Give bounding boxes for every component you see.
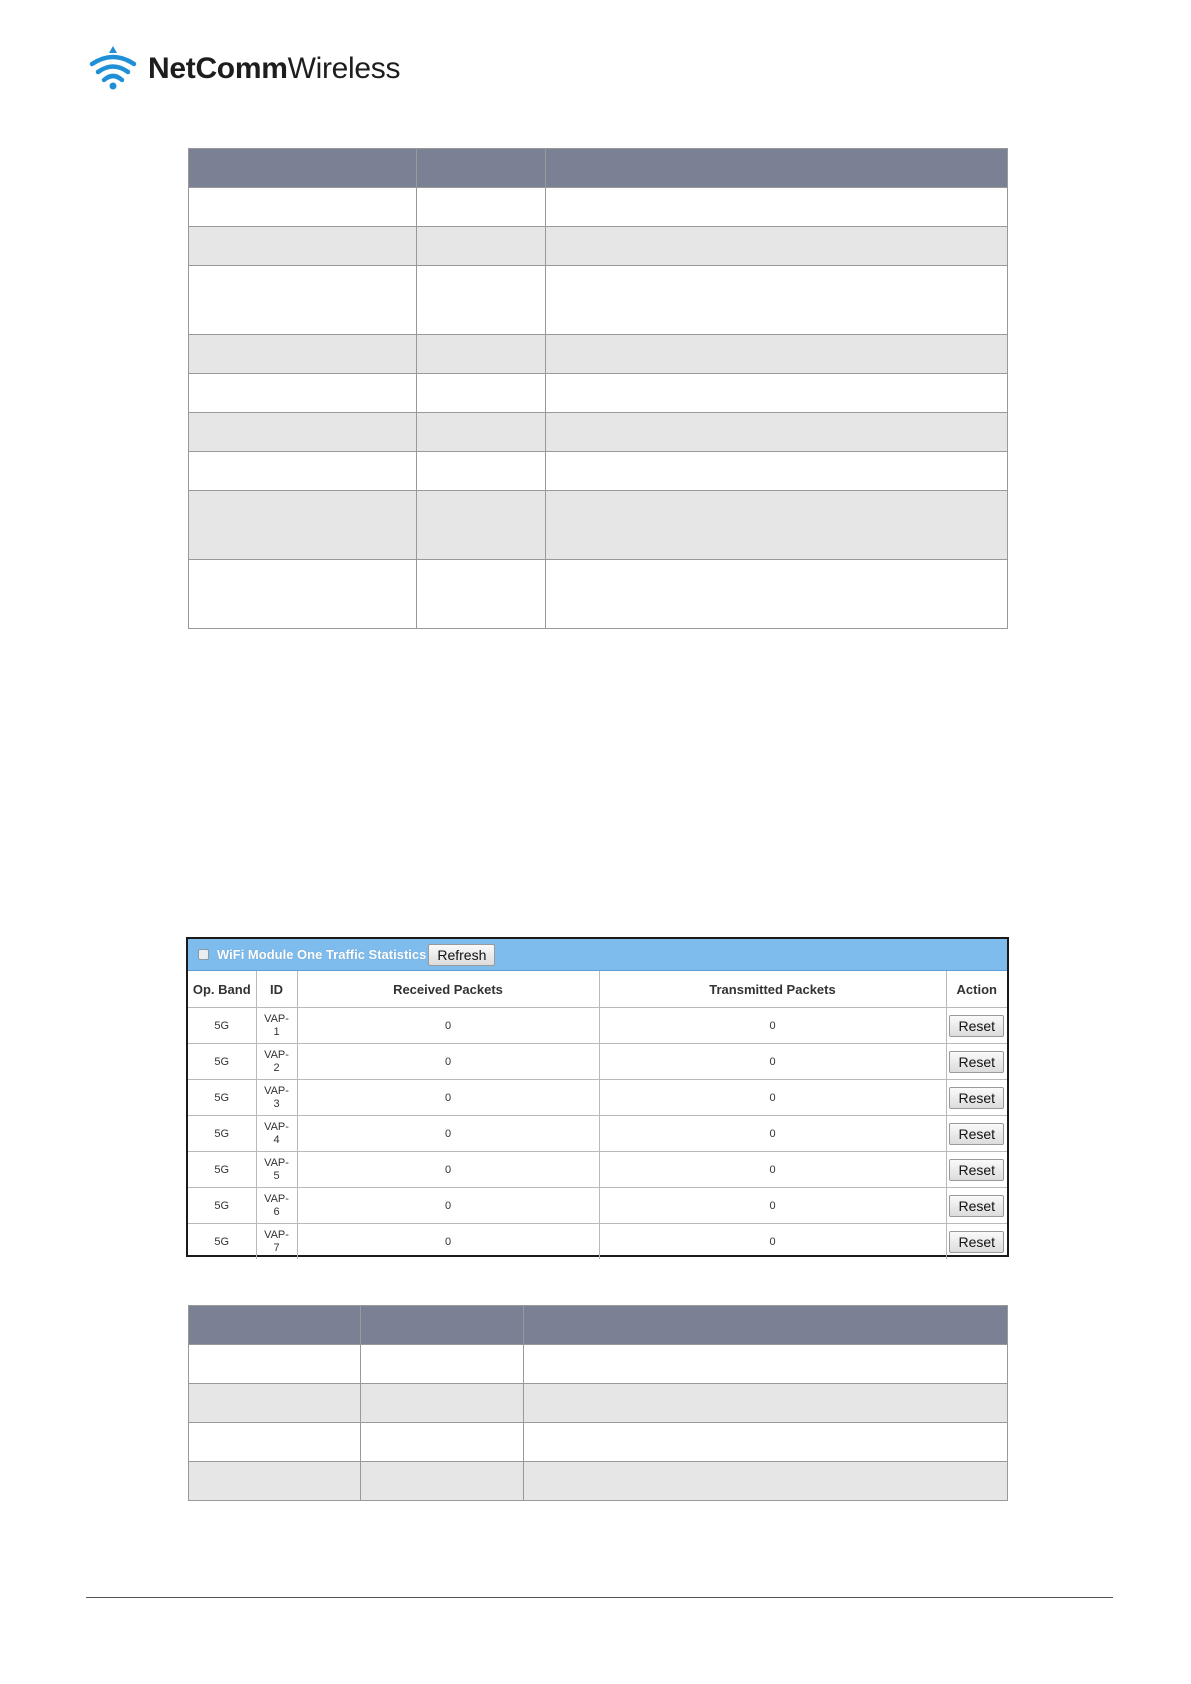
vap-id-cell: VAP- 7 <box>256 1224 297 1260</box>
table-row <box>189 1345 1008 1384</box>
vap-id-cell: VAP- 2 <box>256 1044 297 1080</box>
transmitted-packets-cell: 0 <box>599 1188 946 1224</box>
reset-button[interactable]: Reset <box>949 1159 1004 1181</box>
received-packets-cell: 0 <box>297 1044 599 1080</box>
received-packets-cell: 0 <box>297 1080 599 1116</box>
vap-id-cell: VAP- 3 <box>256 1080 297 1116</box>
action-cell <box>946 1152 1007 1188</box>
table-row <box>189 188 1008 227</box>
table-row <box>189 560 1008 629</box>
received-packets-cell: 0 <box>297 1224 599 1260</box>
table-row <box>189 374 1008 413</box>
table-header-row <box>189 1306 1008 1345</box>
table-row <box>189 335 1008 374</box>
footer-divider <box>86 1597 1113 1598</box>
action-cell <box>946 1080 1007 1116</box>
vap-id-cell: VAP- 5 <box>256 1152 297 1188</box>
traffic-header-row <box>188 971 1007 1008</box>
table-row <box>189 413 1008 452</box>
transmitted-packets-cell: 0 <box>599 1044 946 1080</box>
netcomm-logo <box>88 44 400 94</box>
column-action: Action <box>946 971 1007 1008</box>
column-received-packets: Received Packets <box>297 971 599 1008</box>
settings-table-top <box>188 148 1008 629</box>
collapse-icon[interactable] <box>198 949 209 960</box>
table-row <box>189 1423 1008 1462</box>
action-cell <box>946 1188 1007 1224</box>
op-band-cell: 5G <box>188 1116 256 1152</box>
reset-button[interactable]: Reset <box>949 1087 1004 1109</box>
traffic-statistics-panel <box>186 937 1009 1257</box>
op-band-cell: 5G <box>188 1152 256 1188</box>
refresh-button[interactable]: Refresh <box>428 944 495 966</box>
traffic-statistics-header <box>188 939 1007 971</box>
vap-id-cell: VAP- 6 <box>256 1188 297 1224</box>
transmitted-packets-cell: 0 <box>599 1152 946 1188</box>
traffic-statistics-table <box>188 971 1007 1259</box>
settings-table-bottom <box>188 1305 1008 1501</box>
traffic-statistics-title: WiFi Module One Traffic Statistics <box>217 947 427 962</box>
wifi-signal-icon <box>88 46 138 92</box>
reset-button[interactable]: Reset <box>949 1231 1004 1253</box>
column-op-band: Op. Band <box>188 971 256 1008</box>
received-packets-cell: 0 <box>297 1008 599 1044</box>
op-band-cell: 5G <box>188 1188 256 1224</box>
vap-id-cell: VAP- 1 <box>256 1008 297 1044</box>
reset-button[interactable]: Reset <box>949 1015 1004 1037</box>
table-header-row <box>189 149 1008 188</box>
transmitted-packets-cell: 0 <box>599 1116 946 1152</box>
op-band-cell: 5G <box>188 1008 256 1044</box>
traffic-row <box>188 1116 1007 1152</box>
traffic-row <box>188 1080 1007 1116</box>
received-packets-cell: 0 <box>297 1116 599 1152</box>
op-band-cell: 5G <box>188 1080 256 1116</box>
op-band-cell: 5G <box>188 1224 256 1260</box>
traffic-row <box>188 1044 1007 1080</box>
brand-name: NetCommWireless <box>148 52 401 85</box>
action-cell <box>946 1008 1007 1044</box>
table-row <box>189 227 1008 266</box>
action-cell <box>946 1224 1007 1260</box>
table-row <box>189 1462 1008 1501</box>
column-transmitted-packets: Transmitted Packets <box>599 971 946 1008</box>
traffic-row <box>188 1152 1007 1188</box>
table-row <box>189 452 1008 491</box>
op-band-cell: 5G <box>188 1044 256 1080</box>
table-row <box>189 1384 1008 1423</box>
transmitted-packets-cell: 0 <box>599 1224 946 1260</box>
reset-button[interactable]: Reset <box>949 1123 1004 1145</box>
received-packets-cell: 0 <box>297 1152 599 1188</box>
action-cell <box>946 1116 1007 1152</box>
reset-button[interactable]: Reset <box>949 1051 1004 1073</box>
received-packets-cell: 0 <box>297 1188 599 1224</box>
table-row <box>189 491 1008 560</box>
column-id: ID <box>256 971 297 1008</box>
transmitted-packets-cell: 0 <box>599 1008 946 1044</box>
traffic-row <box>188 1188 1007 1224</box>
traffic-row <box>188 1008 1007 1044</box>
table-row <box>189 266 1008 335</box>
transmitted-packets-cell: 0 <box>599 1080 946 1116</box>
action-cell <box>946 1044 1007 1080</box>
vap-id-cell: VAP- 4 <box>256 1116 297 1152</box>
traffic-row <box>188 1224 1007 1260</box>
reset-button[interactable]: Reset <box>949 1195 1004 1217</box>
